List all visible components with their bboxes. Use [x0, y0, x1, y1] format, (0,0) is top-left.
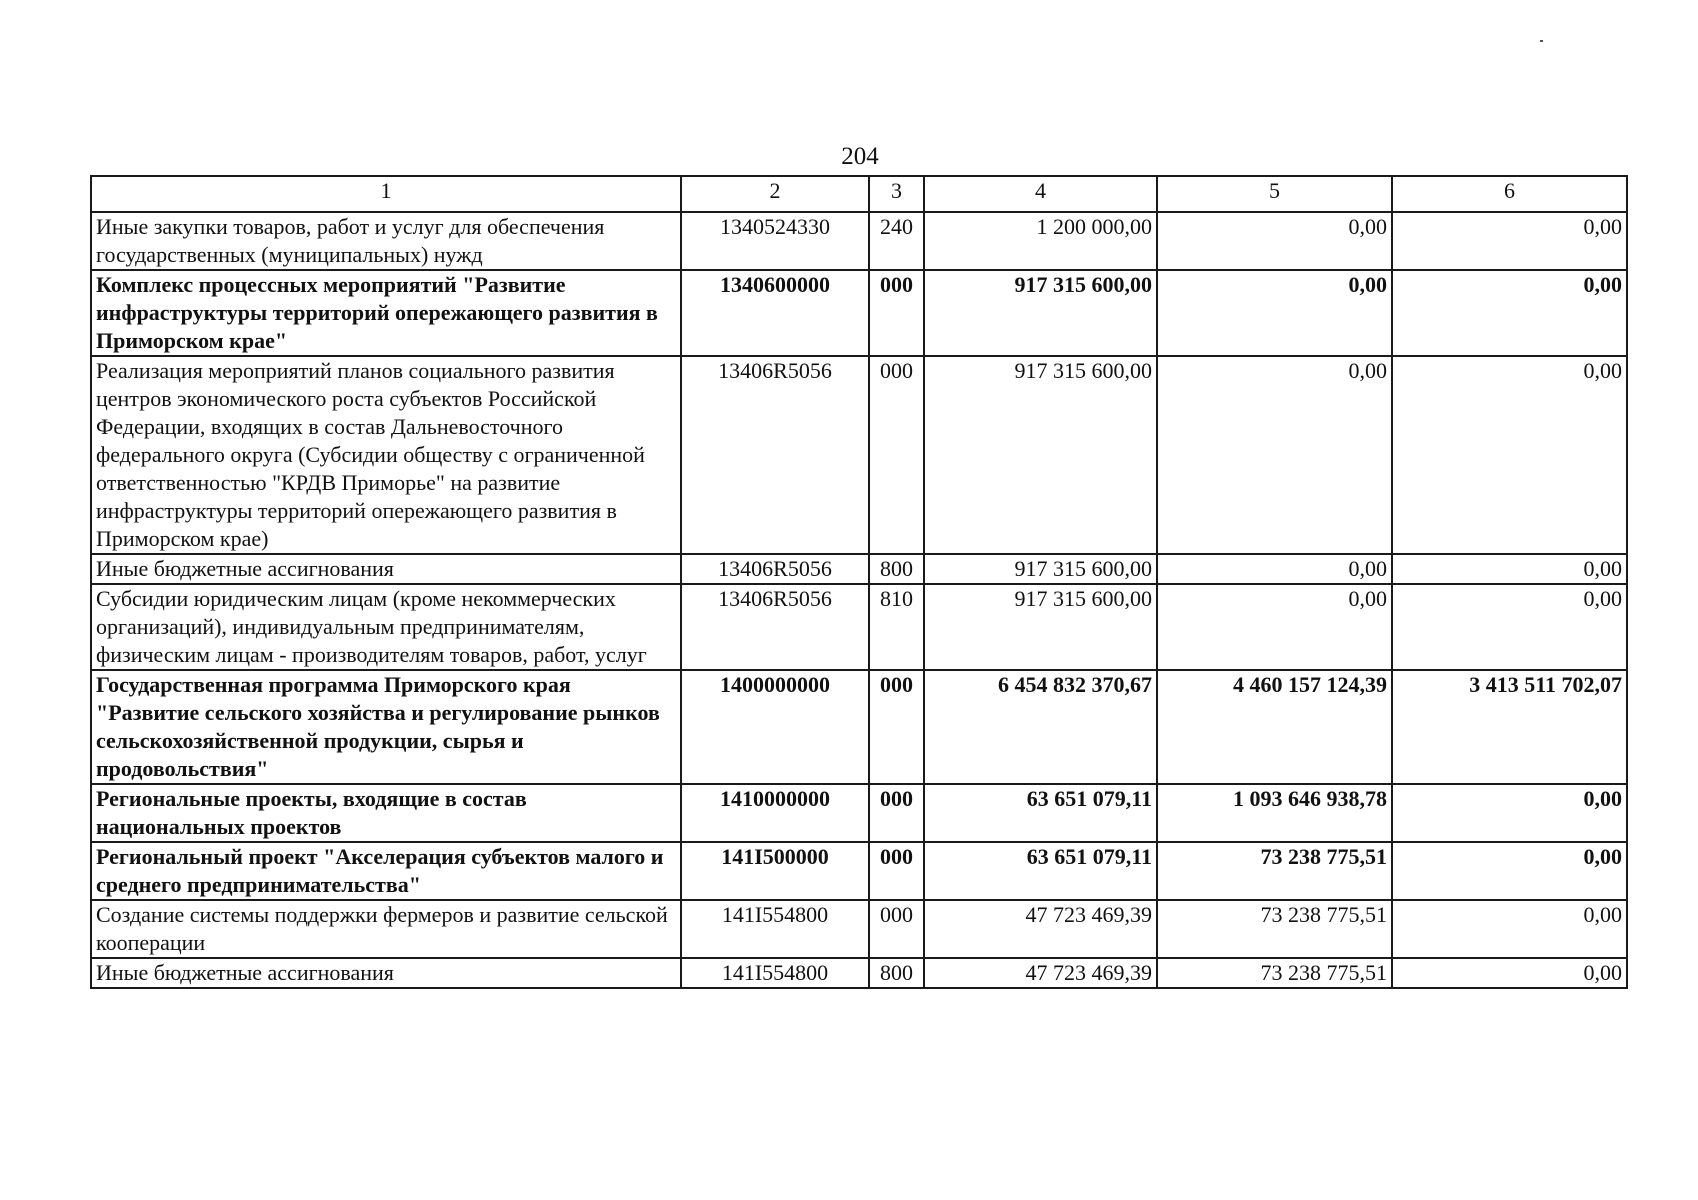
- table-row: [91, 784, 1627, 842]
- amount-col5-cell: 0,00: [1157, 554, 1392, 584]
- expense-type-code-cell: 800: [869, 958, 924, 988]
- target-article-code-cell: 141I500000: [681, 842, 869, 900]
- amount-col5-cell: 0,00: [1157, 356, 1392, 554]
- target-article-code-cell: 13406R5056: [681, 356, 869, 554]
- amount-col6-cell: 0,00: [1392, 356, 1627, 554]
- amount-col4-cell: 63 651 079,11: [924, 842, 1157, 900]
- expense-type-code-cell: 000: [869, 670, 924, 784]
- target-article-code-cell: 13406R5056: [681, 584, 869, 670]
- table-row: [91, 958, 1627, 988]
- amount-col5-cell: 73 238 775,51: [1157, 842, 1392, 900]
- target-article-code-cell: 1340524330: [681, 212, 869, 270]
- target-article-code-cell: 1410000000: [681, 784, 869, 842]
- row-name-cell: Создание системы поддержки фермеров и развитие сельской кооперации: [91, 900, 681, 958]
- row-name-cell: Государственная программа Приморского края "Развитие сельского хозяйства и регулирование рынков сельскохозяйственной продукции, сырья и продовольствия": [91, 670, 681, 784]
- amount-col5-cell: 0,00: [1157, 584, 1392, 670]
- target-article-code-cell: 13406R5056: [681, 554, 869, 584]
- amount-col4-cell: 917 315 600,00: [924, 584, 1157, 670]
- table-row: [91, 356, 1627, 554]
- amount-col4-cell: 63 651 079,11: [924, 784, 1157, 842]
- amount-col4-cell: 47 723 469,39: [924, 958, 1157, 988]
- expense-type-code-cell: 000: [869, 900, 924, 958]
- table-row: [91, 270, 1627, 356]
- amount-col4-cell: 917 315 600,00: [924, 356, 1157, 554]
- amount-col4-cell: 6 454 832 370,67: [924, 670, 1157, 784]
- amount-col4-cell: 1 200 000,00: [924, 212, 1157, 270]
- header-row: [91, 176, 1627, 212]
- row-name-cell: Иные бюджетные ассигнования: [91, 554, 681, 584]
- column-header: 3: [869, 176, 924, 212]
- amount-col5-cell: 1 093 646 938,78: [1157, 784, 1392, 842]
- row-name-cell: Субсидии юридическим лицам (кроме некоммерческих организаций), индивидуальным предпринимателям, физическим лицам - производителям товаров, работ, услуг: [91, 584, 681, 670]
- amount-col5-cell: 0,00: [1157, 270, 1392, 356]
- amount-col6-cell: 3 413 511 702,07: [1392, 670, 1627, 784]
- amount-col6-cell: 0,00: [1392, 554, 1627, 584]
- page-number: 204: [841, 143, 879, 170]
- amount-col6-cell: 0,00: [1392, 842, 1627, 900]
- target-article-code-cell: 1340600000: [681, 270, 869, 356]
- table-row: [91, 584, 1627, 670]
- amount-col4-cell: 917 315 600,00: [924, 270, 1157, 356]
- amount-col5-cell: 73 238 775,51: [1157, 958, 1392, 988]
- amount-col6-cell: 0,00: [1392, 212, 1627, 270]
- table-row: [91, 554, 1627, 584]
- budget-table: [90, 175, 1628, 989]
- amount-col4-cell: 917 315 600,00: [924, 554, 1157, 584]
- column-header: 5: [1157, 176, 1392, 212]
- column-header: 2: [681, 176, 869, 212]
- row-name-cell: Реализация мероприятий планов социального развития центров экономического роста субъектов Российской Федерации, входящих в состав Дальневосточного федерального округа (Субсидии обществу с ограниченной ответственностью "КРДВ Приморье" на развитие инфраструктуры территорий опережающего развития в Приморском крае): [91, 356, 681, 554]
- table-row: [91, 670, 1627, 784]
- amount-col6-cell: 0,00: [1392, 584, 1627, 670]
- table-row: [91, 212, 1627, 270]
- expense-type-code-cell: 000: [869, 356, 924, 554]
- column-header: 1: [91, 176, 681, 212]
- row-name-cell: Комплекс процессных мероприятий "Развитие инфраструктуры территорий опережающего развития в Приморском крае": [91, 270, 681, 356]
- row-name-cell: Иные бюджетные ассигнования: [91, 958, 681, 988]
- target-article-code-cell: 141I554800: [681, 900, 869, 958]
- column-header: 6: [1392, 176, 1627, 212]
- scan-speck: [1540, 40, 1543, 42]
- table-body: [91, 176, 1627, 988]
- amount-col5-cell: 4 460 157 124,39: [1157, 670, 1392, 784]
- column-header: 4: [924, 176, 1157, 212]
- amount-col6-cell: 0,00: [1392, 270, 1627, 356]
- table-row: [91, 900, 1627, 958]
- expense-type-code-cell: 000: [869, 842, 924, 900]
- amount-col6-cell: 0,00: [1392, 958, 1627, 988]
- amount-col6-cell: 0,00: [1392, 784, 1627, 842]
- expense-type-code-cell: 810: [869, 584, 924, 670]
- row-name-cell: Региональные проекты, входящие в состав национальных проектов: [91, 784, 681, 842]
- target-article-code-cell: 1400000000: [681, 670, 869, 784]
- amount-col5-cell: 0,00: [1157, 212, 1392, 270]
- table-row: [91, 842, 1627, 900]
- amount-col5-cell: 73 238 775,51: [1157, 900, 1392, 958]
- row-name-cell: Иные закупки товаров, работ и услуг для обеспечения государственных (муниципальных) нужд: [91, 212, 681, 270]
- expense-type-code-cell: 800: [869, 554, 924, 584]
- row-name-cell: Региональный проект "Акселерация субъектов малого и среднего предпринимательства": [91, 842, 681, 900]
- expense-type-code-cell: 240: [869, 212, 924, 270]
- target-article-code-cell: 141I554800: [681, 958, 869, 988]
- expense-type-code-cell: 000: [869, 784, 924, 842]
- expense-type-code-cell: 000: [869, 270, 924, 356]
- amount-col6-cell: 0,00: [1392, 900, 1627, 958]
- amount-col4-cell: 47 723 469,39: [924, 900, 1157, 958]
